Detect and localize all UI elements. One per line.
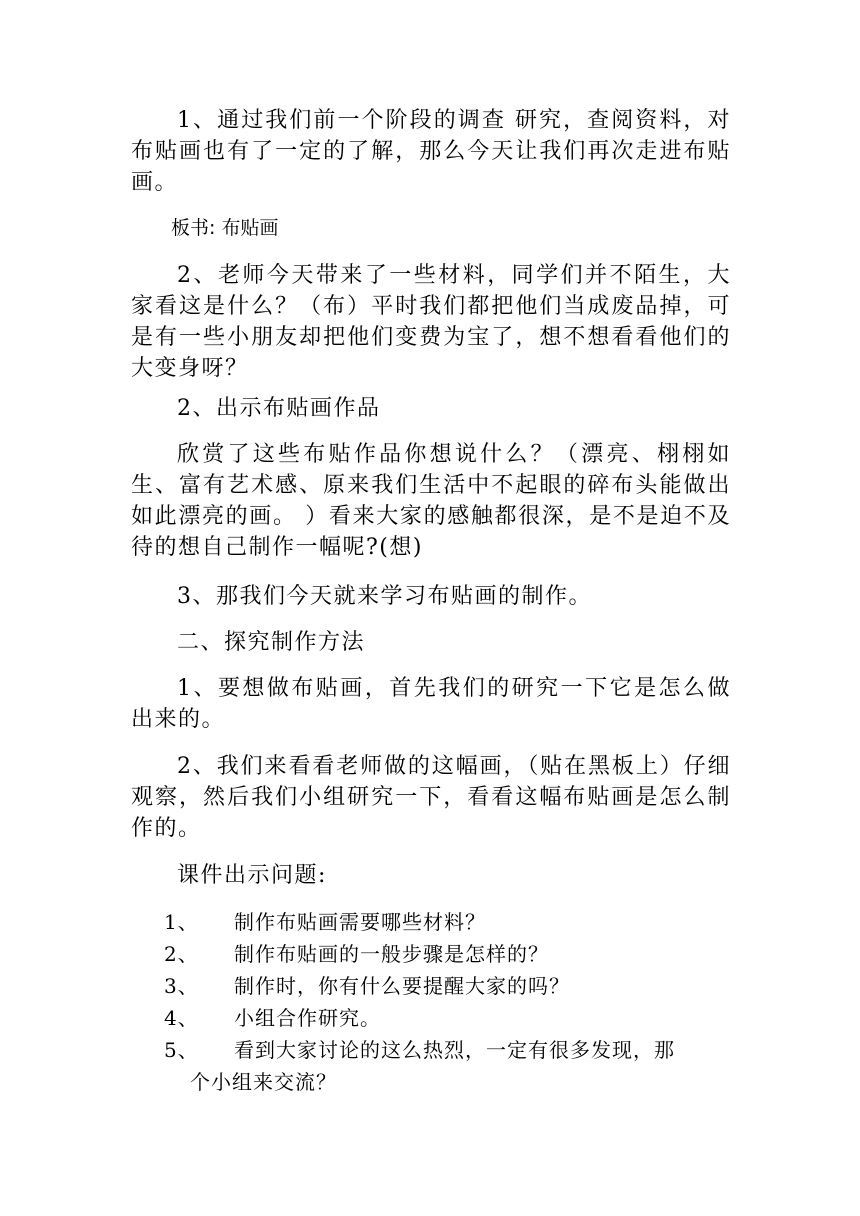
list-number: 1、 — [164, 910, 199, 934]
list-text: 制作布贴画的一般步骤是怎样的？ — [234, 942, 549, 966]
paragraph-learn: 3、那我们今天就来学习布贴画的制作。 — [177, 584, 592, 609]
list-text: 小组合作研究。 — [234, 1006, 381, 1030]
section-heading: 二、探究制作方法 — [177, 630, 366, 655]
paragraph-observe: 2、我们来看看老师做的这幅画，（贴在黑板上）仔细观察，然后我们小组研究一下，看看这幅布贴画是怎么制作的。 — [131, 754, 731, 841]
list-number: 5、 — [164, 1038, 199, 1062]
list-text-continuation: 个小组来交流？ — [190, 1070, 337, 1094]
paragraph-courseware: 课件出示问题: — [177, 863, 327, 888]
list-item — [164, 1034, 734, 1098]
paragraph-materials: 2、老师今天带来了一些材料，同学们并不陌生，大家看这是什么？（布）平时我们都把他们当成废品掉，可是有一些小朋友却把他们变费为宝了，想不想看看他们的大变身呀？ — [131, 263, 731, 381]
paragraph-appreciation: 欣赏了这些布贴作品你想说什么？（漂亮、栩栩如生、富有艺术感、原来我们生活中不起眼的碎布头能做出如此漂亮的画。 ）看来大家的感触都很深，是不是迫不及待的想自己制作一幅呢?(想) — [131, 442, 731, 560]
list-item — [164, 970, 734, 1002]
question-list — [164, 906, 734, 1098]
paragraph-show-works: 2、出示布贴画作品 — [177, 396, 381, 421]
list-item — [164, 938, 734, 970]
list-item — [164, 906, 734, 938]
list-number: 4、 — [164, 1006, 199, 1030]
list-text: 制作布贴画需要哪些材料？ — [234, 910, 486, 934]
list-text: 制作时，你有什么要提醒大家的吗？ — [234, 974, 570, 998]
paragraph-intro: 1、通过我们前一个阶段的调查 研究，查阅资料，对布贴画也有了一定的了解，那么今天让我们再次走进布贴画。 — [131, 108, 731, 195]
list-number: 3、 — [164, 974, 199, 998]
paragraph-research: 1、要想做布贴画，首先我们的研究一下它是怎么做出来的。 — [131, 676, 731, 732]
list-text: 看到大家讨论的这么热烈，一定有很多发现，那 — [234, 1038, 675, 1062]
list-item — [164, 1002, 734, 1034]
board-note: 板书: 布贴画 — [171, 217, 279, 239]
list-number: 2、 — [164, 942, 199, 966]
